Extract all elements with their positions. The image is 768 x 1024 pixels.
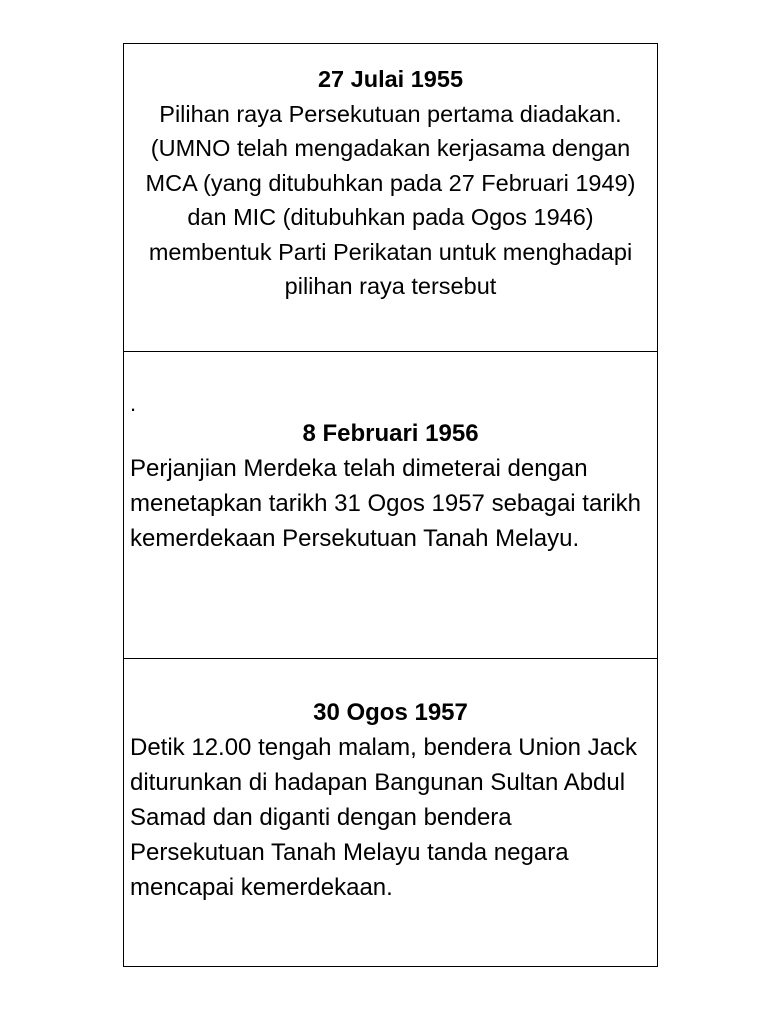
event-date: 30 Ogos 1957: [313, 699, 468, 726]
timeline-table: [123, 43, 658, 967]
event-description: Pilihan raya Persekutuan pertama diadakan. (UMNO telah mengadakan kerjasama dengan MCA (yang ditubuhkan pada 27 Februari 1949) dan MIC (ditubuhkan pada Ogos 1946) membentuk Parti Perikatan untuk menghadapi pilihan raya tersebut: [145, 100, 636, 299]
event-cell-1955: [124, 44, 657, 352]
event-date: 27 Julai 1955: [317, 66, 464, 92]
event-description: Detik 12.00 tengah malam, bendera Union Jack diturunkan di hadapan Bangunan Sultan Abdul Samad dan diganti dengan bendera Persekutuan Tanah Melayu tanda negara mencapai kemerdekaan.: [130, 734, 637, 901]
event-date: 8 Februari 1956: [302, 420, 479, 447]
stray-dot: .: [130, 391, 137, 416]
event-cell-1957: [124, 659, 657, 966]
event-cell-1956: [124, 352, 657, 659]
event-description: Perjanjian Merdeka telah dimeterai dengan menetapkan tarikh 31 Ogos 1957 sebagai tarikh kemerdekaan Persekutuan Tanah Melayu.: [130, 455, 641, 552]
